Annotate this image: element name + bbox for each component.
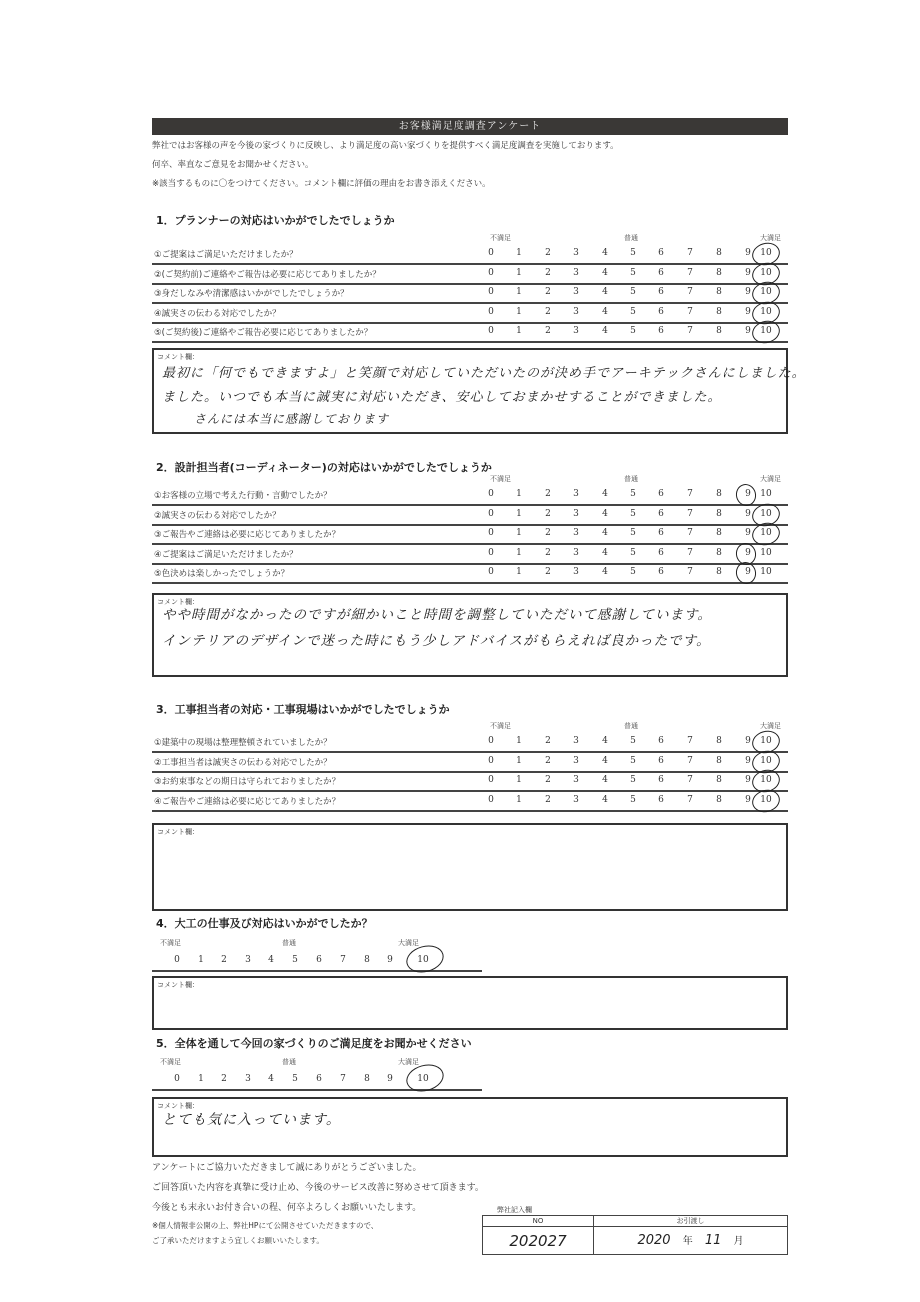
question-text: ④誠実さの伝わる対応でしたか？ (154, 308, 281, 319)
section-1-comment-line-2: ました。いつでも本当に誠実に対応いただき、安心しておまかせすることができました。 (162, 390, 722, 405)
score-option-0[interactable]: 0 (488, 528, 494, 538)
score-option-9[interactable]: 9 (745, 528, 751, 538)
score-option-9[interactable]: 9 (745, 755, 751, 766)
scale-label-low: 不満足 (490, 234, 511, 242)
score-option-3[interactable]: 3 (573, 547, 579, 558)
score-option-4[interactable]: 4 (602, 508, 608, 519)
section-3-comment-box[interactable] (152, 823, 788, 911)
month-unit: 月 (733, 1236, 744, 1247)
score-option-1[interactable]: 1 (516, 567, 522, 577)
footer-line-1: アンケートにご協力いただきまして誠にありがとうございました。 (152, 1163, 422, 1173)
score-option-7[interactable]: 7 (687, 508, 693, 519)
score-option-6[interactable]: 6 (658, 326, 664, 336)
score-option-3[interactable]: 3 (573, 248, 579, 258)
question-row (152, 792, 788, 812)
scale-label-mid: 普通 (282, 939, 296, 947)
footer-line-3: 今後とも末永いお付き合いの程、何卒よろしくお願いいたします。 (152, 1203, 422, 1213)
score-option-8[interactable]: 8 (716, 755, 722, 766)
section-1-comment-line-3: さんには本当に感謝しております (194, 412, 390, 426)
score-option-6[interactable]: 6 (658, 775, 664, 785)
question-text: ①お客様の立場で考えた行動・言動でしたか？ (154, 491, 332, 501)
section-3-title: 3．工事担当者の対応・工事現場はいかがでしたでしょうか (156, 703, 450, 716)
score-option-7[interactable]: 7 (340, 1074, 346, 1084)
question-row (152, 284, 788, 304)
score-option-5[interactable]: 5 (630, 547, 636, 558)
score-option-9[interactable]: 9 (745, 736, 751, 746)
score-option-9[interactable]: 9 (745, 248, 751, 258)
score-option-5[interactable]: 5 (292, 955, 298, 965)
score-option-7[interactable]: 7 (687, 736, 693, 746)
score-option-2[interactable]: 2 (545, 528, 551, 538)
year-unit: 年 (682, 1236, 693, 1247)
question-row (152, 245, 788, 265)
score-option-8[interactable]: 8 (716, 508, 722, 519)
score-option-0[interactable]: 0 (488, 508, 494, 519)
question-text: ③身だしなみや清潔感はいかがでしたでしょうか？ (154, 289, 349, 299)
score-option-5[interactable]: 5 (630, 248, 636, 258)
score-option-0[interactable]: 0 (488, 287, 494, 297)
section-5-comment-line-1: とても気に入っています。 (162, 1112, 341, 1128)
score-option-9[interactable]: 9 (745, 547, 751, 558)
score-option-4[interactable]: 4 (268, 955, 274, 965)
score-row (152, 1071, 482, 1091)
score-option-2[interactable]: 2 (545, 508, 551, 519)
score-option-10[interactable]: 10 (760, 287, 772, 297)
score-option-6[interactable]: 6 (658, 528, 664, 538)
score-option-3[interactable]: 3 (573, 755, 579, 766)
scale-label-low: 不満足 (490, 475, 511, 483)
question-row (152, 772, 788, 792)
comment-label: コメント欄： (157, 353, 199, 361)
score-option-4[interactable]: 4 (602, 775, 608, 785)
score-option-2[interactable]: 2 (545, 287, 551, 297)
score-option-3[interactable]: 3 (573, 489, 579, 499)
score-option-1[interactable]: 1 (516, 508, 522, 519)
score-option-5[interactable]: 5 (630, 306, 636, 317)
scale-label-mid: 普通 (624, 234, 638, 242)
score-option-3[interactable]: 3 (573, 287, 579, 297)
score-option-4[interactable]: 4 (602, 547, 608, 558)
score-option-2[interactable]: 2 (221, 1074, 227, 1084)
no-header: NO (483, 1216, 594, 1227)
question-row (152, 304, 788, 324)
score-row (152, 952, 482, 972)
score-option-7[interactable]: 7 (340, 955, 346, 965)
question-row (152, 506, 788, 526)
score-option-10[interactable]: 10 (760, 489, 772, 499)
score-option-4[interactable]: 4 (602, 736, 608, 746)
score-option-0[interactable]: 0 (488, 775, 494, 785)
score-option-0[interactable]: 0 (174, 1074, 180, 1084)
footer-note-1: ※個人情報非公開の上、弊社HPにて公開させていただきますので、 (152, 1221, 379, 1230)
score-option-4[interactable]: 4 (602, 287, 608, 297)
score-option-1[interactable]: 1 (516, 326, 522, 336)
question-text: ③お約束事などの期日は守られておりましたか？ (154, 777, 341, 787)
score-option-9[interactable]: 9 (745, 489, 751, 499)
score-option-8[interactable]: 8 (716, 736, 722, 746)
score-option-1[interactable]: 1 (516, 547, 522, 558)
score-option-3[interactable]: 3 (573, 306, 579, 317)
score-option-10[interactable]: 10 (760, 248, 772, 258)
score-option-5[interactable]: 5 (630, 794, 636, 805)
score-option-2[interactable]: 2 (545, 489, 551, 499)
question-row (152, 323, 788, 343)
score-option-0[interactable]: 0 (488, 248, 494, 258)
handover-month: 11 (704, 1233, 722, 1248)
score-option-5[interactable]: 5 (630, 567, 636, 577)
score-option-1[interactable]: 1 (516, 755, 522, 766)
score-option-4[interactable]: 4 (268, 1074, 274, 1084)
score-option-2[interactable]: 2 (545, 248, 551, 258)
score-option-3[interactable]: 3 (573, 267, 579, 278)
score-option-7[interactable]: 7 (687, 755, 693, 766)
score-option-5[interactable]: 5 (630, 267, 636, 278)
score-option-7[interactable]: 7 (687, 287, 693, 297)
score-option-6[interactable]: 6 (658, 287, 664, 297)
score-option-10[interactable]: 10 (760, 267, 772, 278)
score-option-5[interactable]: 5 (630, 528, 636, 538)
score-option-8[interactable]: 8 (716, 287, 722, 297)
score-option-0[interactable]: 0 (488, 326, 494, 336)
score-option-7[interactable]: 7 (687, 528, 693, 538)
score-option-6[interactable]: 6 (658, 794, 664, 805)
score-option-2[interactable]: 2 (545, 736, 551, 746)
score-option-8[interactable]: 8 (364, 955, 370, 965)
score-option-8[interactable]: 8 (716, 547, 722, 558)
score-option-8[interactable]: 8 (364, 1074, 370, 1084)
score-option-8[interactable]: 8 (716, 306, 722, 317)
score-option-4[interactable]: 4 (602, 267, 608, 278)
office-use-table (482, 1215, 788, 1255)
score-option-5[interactable]: 5 (292, 1074, 298, 1084)
score-option-8[interactable]: 8 (716, 567, 722, 577)
score-option-9[interactable]: 9 (745, 794, 751, 805)
score-option-2[interactable]: 2 (545, 267, 551, 278)
score-option-3[interactable]: 3 (245, 955, 251, 965)
score-option-1[interactable]: 1 (516, 775, 522, 785)
score-option-6[interactable]: 6 (658, 547, 664, 558)
question-text: ④ご提案はご満足いただけましたか？ (154, 549, 298, 560)
question-row (152, 486, 788, 506)
score-option-10[interactable]: 10 (760, 736, 772, 746)
score-option-3[interactable]: 3 (573, 567, 579, 577)
comment-label: コメント欄： (157, 598, 199, 606)
section-2-title: 2．設計担当者(コーディネーター)の対応はいかがでしたでしょうか (156, 461, 492, 474)
score-option-7[interactable]: 7 (687, 248, 693, 258)
score-option-0[interactable]: 0 (488, 547, 494, 558)
comment-label: コメント欄： (157, 828, 199, 836)
score-option-5[interactable]: 5 (630, 755, 636, 766)
question-row (152, 525, 788, 545)
question-text: ⑤色決めは楽しかったでしょうか？ (154, 569, 290, 579)
score-option-1[interactable]: 1 (516, 267, 522, 278)
comment-label: コメント欄： (157, 1102, 199, 1110)
score-option-6[interactable]: 6 (658, 567, 664, 577)
score-option-4[interactable]: 4 (602, 567, 608, 577)
score-option-10[interactable]: 10 (760, 326, 772, 336)
score-option-9[interactable]: 9 (745, 306, 751, 317)
score-option-6[interactable]: 6 (658, 736, 664, 746)
scale-label-high: 大満足 (398, 1058, 419, 1066)
score-option-9[interactable]: 9 (745, 775, 751, 785)
score-option-1[interactable]: 1 (516, 489, 522, 499)
intro-line-2: 何卒、率直なご意見をお聞かせください。 (152, 160, 314, 170)
scale-label-mid: 普通 (624, 475, 638, 483)
scale-label-high: 大満足 (760, 475, 781, 483)
scale-label-high: 大満足 (398, 939, 419, 947)
question-text: ⑤(ご契約後)ご連絡やご報告必要に応じてありましたか？ (154, 328, 373, 338)
scale-label-low: 不満足 (160, 939, 181, 947)
question-text: ④ご報告やご連絡は必要に応じてありましたか？ (154, 796, 341, 807)
intro-line-3: ※該当するものに〇をつけてください。コメント欄に評価の理由をお書き添えください。 (152, 179, 491, 189)
score-option-2[interactable]: 2 (545, 306, 551, 317)
question-text: ③ご報告やご連絡は必要に応じてありましたか？ (154, 530, 341, 540)
score-option-7[interactable]: 7 (687, 326, 693, 336)
score-option-5[interactable]: 5 (630, 775, 636, 785)
score-option-0[interactable]: 0 (488, 306, 494, 317)
score-option-1[interactable]: 1 (516, 794, 522, 805)
score-option-0[interactable]: 0 (488, 755, 494, 766)
score-option-6[interactable]: 6 (316, 955, 322, 965)
score-option-5[interactable]: 5 (630, 489, 636, 499)
score-option-4[interactable]: 4 (602, 528, 608, 538)
score-option-4[interactable]: 4 (602, 326, 608, 336)
score-option-2[interactable]: 2 (545, 794, 551, 805)
question-text: ②(ご契約前)ご連絡やご報告は必要に応じてありましたか？ (154, 269, 381, 280)
score-option-2[interactable]: 2 (221, 955, 227, 965)
selected-score-circle (750, 318, 783, 346)
question-text: ①ご提案はご満足いただけましたか？ (154, 250, 298, 260)
score-option-1[interactable]: 1 (516, 528, 522, 538)
score-option-5[interactable]: 5 (630, 326, 636, 336)
score-option-10[interactable]: 10 (760, 306, 772, 317)
scale-label-low: 不満足 (490, 722, 511, 730)
score-option-3[interactable]: 3 (245, 1074, 251, 1084)
score-option-10[interactable]: 10 (760, 755, 772, 766)
score-option-8[interactable]: 8 (716, 267, 722, 278)
score-option-6[interactable]: 6 (658, 755, 664, 766)
section-2-comment-box[interactable] (152, 593, 788, 677)
footer-note-2: ご了承いただけますよう宜しくお願いいたします。 (152, 1236, 324, 1245)
question-row (152, 545, 788, 565)
score-option-6[interactable]: 6 (658, 267, 664, 278)
section-5-comment-box[interactable] (152, 1097, 788, 1157)
score-option-7[interactable]: 7 (687, 306, 693, 317)
score-option-1[interactable]: 1 (198, 955, 204, 965)
handover-header: お引渡し (594, 1216, 787, 1227)
question-row (152, 564, 788, 584)
scale-label-mid: 普通 (282, 1058, 296, 1066)
score-option-10[interactable]: 10 (760, 775, 772, 785)
score-option-9[interactable]: 9 (387, 1074, 393, 1084)
score-option-3[interactable]: 3 (573, 736, 579, 746)
score-option-2[interactable]: 2 (545, 755, 551, 766)
score-option-1[interactable]: 1 (516, 736, 522, 746)
section-4-comment-box[interactable] (152, 976, 788, 1030)
score-option-7[interactable]: 7 (687, 794, 693, 805)
score-option-3[interactable]: 3 (573, 326, 579, 336)
score-option-10[interactable]: 10 (760, 528, 772, 538)
score-option-9[interactable]: 9 (745, 508, 751, 519)
score-option-6[interactable]: 6 (658, 248, 664, 258)
score-option-2[interactable]: 2 (545, 775, 551, 785)
score-option-8[interactable]: 8 (716, 528, 722, 538)
score-option-1[interactable]: 1 (516, 306, 522, 317)
score-option-10[interactable]: 10 (417, 955, 429, 965)
score-option-6[interactable]: 6 (658, 306, 664, 317)
score-option-6[interactable]: 6 (658, 489, 664, 499)
question-text: ①建築中の現場は整理整頓されていましたか？ (154, 738, 332, 748)
score-option-2[interactable]: 2 (545, 567, 551, 577)
handover-year: 2020 (637, 1233, 671, 1248)
score-option-7[interactable]: 7 (687, 775, 693, 785)
score-option-0[interactable]: 0 (174, 955, 180, 965)
score-option-9[interactable]: 9 (745, 287, 751, 297)
score-option-0[interactable]: 0 (488, 794, 494, 805)
score-option-4[interactable]: 4 (602, 306, 608, 317)
score-option-7[interactable]: 7 (687, 489, 693, 499)
score-option-8[interactable]: 8 (716, 775, 722, 785)
question-row (152, 265, 788, 285)
score-option-2[interactable]: 2 (545, 326, 551, 336)
survey-title: お客様満足度調査アンケート (152, 118, 788, 135)
question-text: ②工事担当者は誠実さの伝わる対応でしたか？ (154, 757, 332, 768)
score-option-7[interactable]: 7 (687, 547, 693, 558)
score-option-8[interactable]: 8 (716, 326, 722, 336)
scale-label-low: 不満足 (160, 1058, 181, 1066)
score-option-7[interactable]: 7 (687, 267, 693, 278)
score-option-1[interactable]: 1 (516, 287, 522, 297)
no-value[interactable]: 202027 (509, 1232, 567, 1250)
score-option-0[interactable]: 0 (488, 267, 494, 278)
section-1-comment-box[interactable] (152, 348, 806, 434)
score-option-8[interactable]: 8 (716, 794, 722, 805)
score-option-10[interactable]: 10 (760, 508, 772, 519)
score-option-0[interactable]: 0 (488, 736, 494, 746)
section-5-title: 5．全体を通して今回の家づくりのご満足度をお聞かせください (156, 1037, 472, 1050)
score-option-10[interactable]: 10 (760, 547, 772, 558)
score-option-3[interactable]: 3 (573, 794, 579, 805)
score-option-4[interactable]: 4 (602, 248, 608, 258)
score-option-3[interactable]: 3 (573, 528, 579, 538)
score-option-4[interactable]: 4 (602, 755, 608, 766)
score-option-9[interactable]: 9 (745, 267, 751, 278)
score-option-5[interactable]: 5 (630, 508, 636, 519)
section-2-comment-line-2: インテリアのデザインで迷った時にもう少しアドバイスがもらえれば良かったです。 (162, 633, 711, 649)
intro-line-1: 弊社ではお客様の声を今後の家づくりに反映し、より満足度の高い家づくりを提供すべく満足度調査を実施しております。 (152, 141, 619, 151)
footer-line-2: ご回答頂いた内容を真摯に受け止め、今後のサービス改善に努めさせて頂きます。 (152, 1183, 484, 1193)
score-option-8[interactable]: 8 (716, 489, 722, 499)
handover-date[interactable] (594, 1228, 787, 1254)
score-option-9[interactable]: 9 (745, 326, 751, 336)
comment-label: コメント欄： (157, 981, 199, 989)
score-option-5[interactable]: 5 (630, 287, 636, 297)
score-option-9[interactable]: 9 (387, 955, 393, 965)
score-option-5[interactable]: 5 (630, 736, 636, 746)
score-option-3[interactable]: 3 (573, 775, 579, 785)
score-option-6[interactable]: 6 (316, 1074, 322, 1084)
question-row (152, 753, 788, 773)
score-option-7[interactable]: 7 (687, 567, 693, 577)
scale-label-high: 大満足 (760, 234, 781, 242)
score-option-3[interactable]: 3 (573, 508, 579, 519)
score-option-1[interactable]: 1 (516, 248, 522, 258)
section-1-title: 1．プランナーの対応はいかがでしたでしょうか (156, 214, 395, 227)
section-4-title: 4．大工の仕事及び対応はいかがでしたか？ (156, 917, 373, 930)
score-option-0[interactable]: 0 (488, 489, 494, 499)
score-option-1[interactable]: 1 (198, 1074, 204, 1084)
score-option-10[interactable]: 10 (760, 567, 772, 577)
score-option-4[interactable]: 4 (602, 794, 608, 805)
score-option-2[interactable]: 2 (545, 547, 551, 558)
score-option-6[interactable]: 6 (658, 508, 664, 519)
score-option-10[interactable]: 10 (417, 1074, 429, 1084)
scale-label-mid: 普通 (624, 722, 638, 730)
question-row (152, 733, 788, 753)
score-option-10[interactable]: 10 (760, 794, 772, 805)
question-text: ②誠実さの伝わる対応でしたか？ (154, 510, 281, 521)
score-option-9[interactable]: 9 (745, 567, 751, 577)
score-option-4[interactable]: 4 (602, 489, 608, 499)
scale-label-high: 大満足 (760, 722, 781, 730)
section-2-comment-line-1: やや時間がなかったのですが細かいこと時間を調整していただいて感謝しています。 (162, 607, 712, 623)
selected-score-circle (750, 786, 783, 814)
office-use-label: 弊社記入欄 (497, 1206, 532, 1214)
section-1-comment-line-1: 最初に「何でもできますよ」と笑顔で対応していただいたのが決め手でアーキテックさんにしました。 (162, 366, 806, 381)
score-option-8[interactable]: 8 (716, 248, 722, 258)
score-option-0[interactable]: 0 (488, 567, 494, 577)
